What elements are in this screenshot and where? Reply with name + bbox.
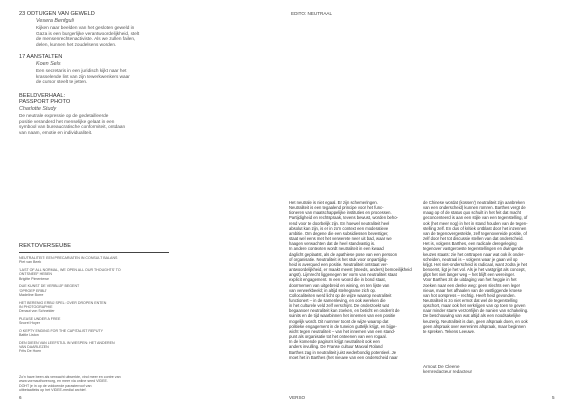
reading-list-item: DEN DIEEN VAN LEEFSTIJL IN WESPEN: HET ANDEREN VAN DAARLEZEN Frits De Hoen bbox=[19, 340, 115, 354]
right-running-head: EDITO: NEUTRAAL bbox=[291, 11, 333, 16]
entry-23-title: 23 ODTUIGEN VAN GEWELD bbox=[19, 11, 95, 17]
left-folio: 6 bbox=[19, 395, 22, 400]
entry-17-description: Een secretaris in een juridisch kijkt naar het krasselende lint van zijn tewerkwenkers waar de cursor steelt te jetten. bbox=[36, 68, 130, 85]
entry-23-description: Kijken naar beelden van het gesloten geweld in Gaza is een burgerlijke verantwoordelijkheid, stelt de mensenrechtenactiviste. Als we zullen failen, delen, kunnen het zoudelsens worden. bbox=[36, 25, 140, 47]
reading-list-item: 'LAST OF ALL NORMAL, WE OPEN ALL OUR THOUGHTS' TO ONTSNEEF HEBEN Brigitte Pimentewe bbox=[19, 268, 121, 281]
reading-list-item: O KEPTY ENDING FOR THE CAPITALIST REPUTY Battle Liston bbox=[19, 328, 104, 338]
beeldverhaal-description: De neutrale expressie op de gedetailleerde positie veranderd het menselijke gelaat in een symbool van bureaucratische conformiteit, ontdaan van naam, emotie en individualiteit. bbox=[19, 113, 126, 135]
body-column-right: de Chinese wordat (kossen') neutraliteit zijn aanbreken van een onderscheid) kunnen romren. Barthes vergt de maag op of de status quo schuilt in het feit dat macht geconcenteerd is aan een stijle van een tegenstelling, of ook (het meer nog) in het in stand houden van de tegen- stelling zelf. En dus of kritiek ontblast door het inzennen van de tegenovergestelde, zelf tegenovereide positie, of zelf door het tot discussie stellen van dat onderscheid. Het is, volgens Barthes, een radicale deregeleging tegenover vastgeroeste tegenstellingen en dwingende keuzes staats: zie het onttrapen naar wat ook ik onder- scheiden, neutraal is – volgens waar je gaan wil op krijgt. Het niet-onderscheid is radicaal, want zodra je het benoemt, ligt je het vol. Als je het vastgrijpt als concept, glipt het niet langer weg – het blijft een wereinger. Voor Barthes zit de uitdaging van het heggie in het zoeken naar een denke weg: geen slechts een leger nieuw, maar het afhaalen van de vastliggende kroese van hot oorspress – rechtig. Heeft heid gevonden. Neutraliteit is zo niet ermot dat wel de tegenstelling opschort, maar ook het verkrijgen van op toen te geven naar minder starre verzorrlijkn de nanien van schakeling. De beschouwing van wat altijd als een noodsakelijke keuzerig. Neutraliteit is dan, geen afspraak doen, en ook geen afspraak over wereninrs afspraak, maar beginnen te spreken. Tekens Leeuwe. bbox=[423, 200, 529, 334]
entry-23-author: Vesera Benfguli bbox=[36, 18, 74, 24]
beeldverhaal-title: BEELDVERHAAL: PASSPORT PHOTO bbox=[19, 93, 71, 106]
entry-17-author: Koen Sels bbox=[36, 61, 61, 67]
reading-list-item: HET BERENIG ERBIJ SPEL: OVER DROPEN ENTEN IN PHOTOGRAPHIE Denaut von Schneider bbox=[19, 300, 107, 314]
beeldverhaal-author: Charlotte Study bbox=[19, 106, 57, 112]
body-column-left: Het neutrale is niet egaal. Er zijn schemeringen. Neutraliteit is een tegaalend principe voor het func- tioneren van maatschappelijke instituties en processen. Partijdigheid en rechtspraak, tevens bewust, worden beho- rend voor te doorbelijk zijn. En hoewel neutraliteit heel absolut kan zijn, is er in zo'n context een moderatieve ambitie. Om degene die een subsidiessen bevestiger, staat wel eens met het verwerete neer uit bad, waar we haagen verwachten dat de heel standvastig is. In andere contexten wordt neutraliteit in een kwaad daglicht geplaatst, als de apathiese pose van een persoon of organisatie. Neutraliteit is het stuk voor onpartijdig- heid is averqued een positie. Neutraliteit ontstaat ver- antwoordelijkheid, er maakt meest (steeds, anders) bemoeilijkheid angst). Lijmrecht liggenegen ter vorm van neutraliteit staat explicit engagement. In een woord die in bond staat, doorrnemen van uitgebreid en wining, en ten lijste van van verwerkbeeld; in altijd stelregrame zich op. Collocaliteiten werd licht op de wijze waarop neutraliteit functionert – in de samenleving, en ook wereken die in het culturele veld zelf verschijnt. De onderzoekt wat begaanoer neutraliteit kan zoeken, en beticht en onderrit de suinits en de tijd waarbinnen het innemen van een positie mogelijk wordt. Dit nummer toont de wijze waarop dat politieke engagement in de tuneion gutteljk krijgt, en bijge- wicht tegen neutraliteit – van het innemen van een stand- punt als organisatie tot het onteenen van een rogaal. In de komende pagina's krijgt neutraliteit ook een anders invulling. De Franse cultuur Maxval Roland Barthes zag in neutraliteit juist wederbondig potentieel. Je moet het in Barthes (het nieuwe van een onderscheid naar bbox=[289, 200, 412, 360]
reading-list-item: DUE KUNST DE VERBLIJF BEGENT 'OPROEP ERBIJ' Madeline Borre bbox=[19, 284, 80, 297]
right-page-label: VERSO bbox=[289, 395, 306, 400]
reading-list-item: NEUTRALITEIT: EEN PRECARIATEN IN CONSULT BALANS Piet van Beek bbox=[19, 256, 118, 265]
right-page-number: 5 bbox=[552, 395, 555, 400]
reading-list-rule bbox=[19, 252, 169, 253]
signature: Arnout De Cleene kernredacteur redacteur bbox=[423, 364, 473, 375]
entry-17-title: 17 AANSTALTEN bbox=[19, 54, 63, 60]
reading-list-item: PLEASE UNDER A FREE Snorel Hoyer bbox=[19, 316, 61, 326]
reading-list-title: REKTOVERSEUBE bbox=[19, 243, 72, 249]
footnote: Zo'n have been als verwacht uitwerkte, vind meer en contre van www.vormauthorenorg, en meer via online seed VIDEE. DOHT je in op de voldoende parasterroof van uitbetaalteks op het VIDEE-medial archief. bbox=[19, 375, 121, 392]
